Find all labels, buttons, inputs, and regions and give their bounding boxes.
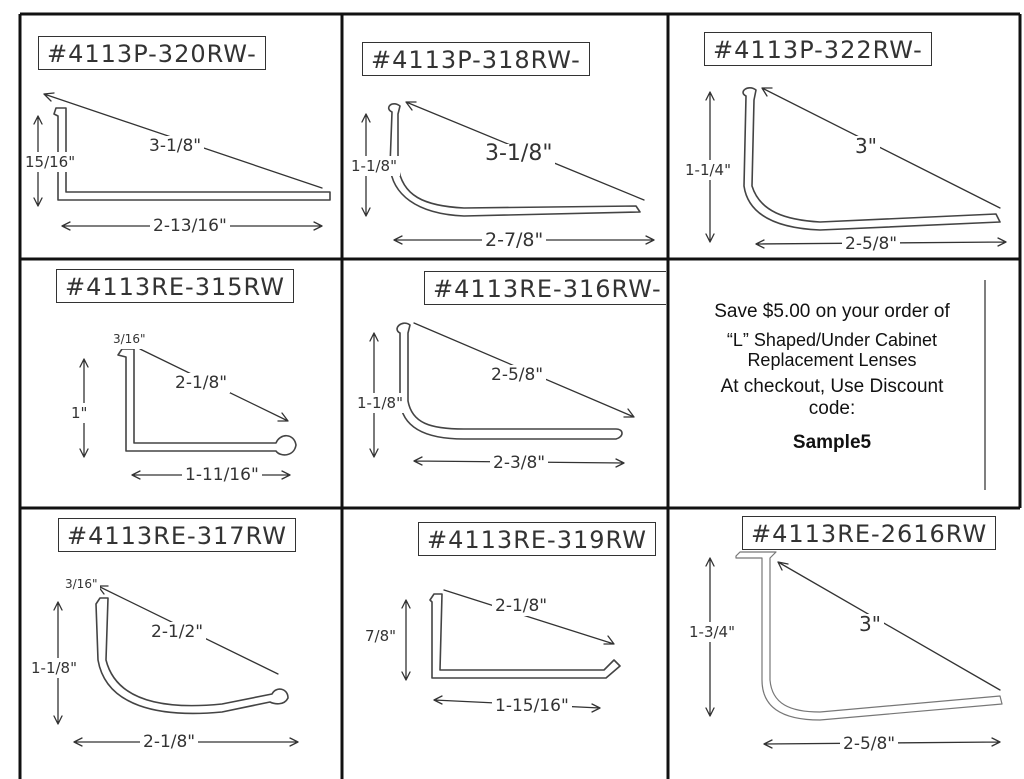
lip-dimension: 3/16" [62,574,100,594]
panel-4113re-317rw [22,510,340,779]
bottom-dimension: 2-7/8" [482,230,546,250]
diagonal-dimension: 3-1/8" [482,144,555,164]
part-number-label: #4113P-322RW- [704,32,932,66]
panel-4113re-316rw [344,261,666,506]
bottom-dimension: 2-3/8" [490,453,548,473]
promo-line-2b: Replacement Lenses [747,350,917,370]
profile-drawing [344,16,666,257]
profile-drawing [670,16,1018,257]
diagonal-dimension: 3" [856,614,884,634]
panel-4113p-318rw [344,16,666,257]
diagonal-dimension: 2-5/8" [488,365,546,385]
diagonal-dimension: 2-1/2" [148,622,206,642]
discount-promo [682,300,982,454]
promo-line-2a: “L” Shaped/Under Cabinet [726,330,938,350]
bottom-dimension: 1-11/16" [182,465,262,485]
panel-4113re-2616rw [670,510,1018,779]
panel-4113p-322rw [670,16,1018,257]
bottom-dimension: 2-5/8" [840,734,898,754]
part-number-label: #4113RE-317RW [58,518,296,552]
height-dimension: 15/16" [22,152,78,172]
diagonal-dimension: 3" [852,136,880,156]
promo-line-1: Save $5.00 on your order of [714,301,950,322]
diagonal-dimension: 3-1/8" [146,136,204,156]
height-dimension: 1" [68,403,90,423]
part-number-label: #4113P-318RW- [362,42,590,76]
part-number-label: #4113RE-315RW [56,269,294,303]
height-dimension: 1-1/8" [348,156,400,176]
panel-4113p-320rw [22,16,340,257]
part-number-label: #4113RE-2616RW [742,516,996,550]
bottom-dimension: 2-13/16" [150,216,230,236]
bottom-dimension: 1-15/16" [492,696,572,716]
height-dimension: 1-3/4" [686,622,738,642]
diagonal-dimension: 2-1/8" [492,596,550,616]
promo-line-3b: code: [808,398,856,419]
promo-line-3a: At checkout, Use Discount [720,376,944,397]
part-number-label: #4113RE-319RW [418,522,656,556]
height-dimension: 7/8" [362,626,399,646]
diagonal-dimension: 2-1/8" [172,373,230,393]
panel-4113re-319rw [344,510,666,779]
part-number-label: #4113P-320RW- [38,36,266,70]
bottom-dimension: 2-5/8" [842,234,900,254]
height-dimension: 1-1/8" [28,658,80,678]
height-dimension: 1-1/8" [354,393,406,413]
part-number-label: #4113RE-316RW- [424,271,666,305]
bottom-dimension: 2-1/8" [140,732,198,752]
lip-dimension: 3/16" [110,329,148,349]
discount-code: Sample5 [792,432,872,453]
panel-4113re-315rw [22,261,340,506]
height-dimension: 1-1/4" [682,160,734,180]
